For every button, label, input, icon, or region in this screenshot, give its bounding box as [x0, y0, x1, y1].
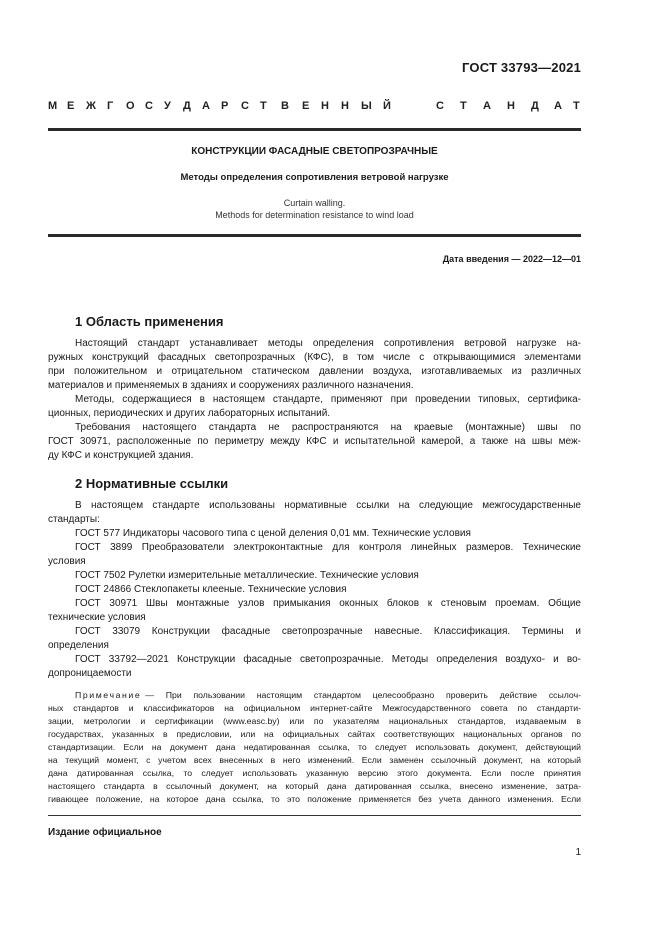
paragraph-line: стандарты:	[48, 514, 100, 525]
reference-line: ГОСТ 33079 Конструкции фасадные светопрозрачные навесные. Классификация. Термины и	[75, 626, 581, 637]
standard-type-letter: У	[164, 100, 171, 112]
paragraph-line: ционных, периодических и других лабораторных испытаний.	[48, 408, 331, 419]
note-line: гивающее положение, на которое дана ссылка, то это положение применяется без учета данного изменения. Если	[48, 794, 581, 804]
note-label: Примечание	[75, 690, 142, 700]
note-line: дана датированная ссылка, то следует использовать указанную версию этого документа. Если после принятия	[48, 768, 581, 778]
reference-line: допроницаемости	[48, 668, 132, 679]
standard-type-letter: С	[436, 100, 444, 112]
note-line: на текущий момент, с учетом всех внесенных в него изменений. Если заменен ссылочный документ, на который	[48, 755, 581, 765]
paragraph-line: материалов и применяемых в зданиях и сооружениях различного назначения.	[48, 380, 414, 391]
standard-type-letter: Н	[341, 100, 349, 112]
paragraph-line: Методы, содержащиеся в настоящем стандарте, применяют при проведении типовых, сертифика-	[75, 394, 581, 405]
standard-type-letter: Т	[460, 100, 467, 112]
standard-type-letter: Е	[302, 100, 310, 112]
standard-type-letter: С	[145, 100, 153, 112]
english-title-line-1: Curtain walling.	[283, 198, 346, 208]
header-divider	[48, 128, 581, 131]
page-number: 1	[575, 847, 581, 858]
standard-type-letter: А	[202, 100, 210, 112]
standard-type-letter: А	[554, 100, 562, 112]
paragraph-line: при положительном и отрицательном статическом давлении воздуха, изготавливаемых из различных	[48, 366, 581, 377]
paragraph-line: В настоящем стандарте использованы нормативные ссылки на следующие межгосударственные	[75, 500, 581, 511]
standard-type-letter: Т	[260, 100, 267, 112]
reference-line: ГОСТ 33792—2021 Конструкции фасадные светопрозрачные. Методы определения воздухо- и во-	[75, 654, 581, 665]
document-title: КОНСТРУКЦИИ ФАСАДНЫЕ СВЕТОПРОЗРАЧНЫЕ	[191, 146, 438, 157]
note-line: настоящего стандарта в ссылочный документ, на который дана датированная ссылка, внесено изменение, затра-	[48, 781, 581, 791]
reference-line: ГОСТ 3899 Преобразователи электроконтактные для контроля линейных размеров. Технические	[75, 542, 581, 553]
standard-type-letter: А	[483, 100, 491, 112]
paragraph-line: ду КФС и конструкцией здания.	[48, 450, 194, 461]
note-line: ных стандартов и классификаторов на официальном интернет-сайте Межгосударственного совета по стандарти-	[48, 703, 581, 713]
footer-divider	[48, 815, 581, 816]
standard-type-letter: Р	[221, 100, 229, 112]
note-line: зации, метрологии и сертификации (www.easc.by) или по указателям национальных стандартов, издаваемым в	[48, 716, 581, 726]
paragraph-line: Требования настоящего стандарта не распространяются на краевые (монтажные) швы по	[75, 422, 581, 433]
standard-type-letter: Ж	[86, 100, 96, 112]
note-line: государствах, указанных в предисловии, или на официальных сайтах соответствующих национальных органов по	[48, 729, 581, 739]
standard-type-letter: Т	[573, 100, 580, 112]
document-number: ГОСТ 33793—2021	[462, 60, 581, 75]
standard-type-letter: О	[126, 100, 135, 112]
official-edition-label: Издание официальное	[48, 827, 162, 838]
standard-type-letter: М	[48, 100, 58, 112]
standard-type-letter: В	[281, 100, 289, 112]
document-subtitle: Методы определения сопротивления ветровой нагрузке	[180, 172, 449, 183]
english-title-line-2: Methods for determination resistance to wind load	[215, 210, 414, 220]
note-line: стандартизации. Если на документ дана недатированная ссылка, то следует использовать документ, действующий	[48, 742, 581, 752]
standard-type-letter: Н	[321, 100, 329, 112]
standard-type-letter: Е	[67, 100, 75, 112]
paragraph-line: ружных конструкций фасадных светопрозрачных (КФС), в том числе с открывающимися элементами	[48, 352, 581, 363]
standard-type-letter: Н	[507, 100, 515, 112]
standard-type-letter: С	[241, 100, 249, 112]
section-1-heading: 1 Область применения	[75, 314, 224, 329]
section-2-heading: 2 Нормативные ссылки	[75, 476, 229, 491]
paragraph-line: Настоящий стандарт устанавливает методы определения сопротивления ветровой нагрузке на-	[75, 338, 581, 349]
standard-type-letter: Г	[107, 100, 114, 112]
reference-line: ГОСТ 577 Индикаторы часового типа с ценой деления 0,01 мм. Технические условия	[75, 528, 471, 539]
reference-line: ГОСТ 24866 Стеклопакеты клееные. Технические условия	[75, 584, 347, 595]
note-line: — При пользовании настоящим стандартом целесообразно проверить действие ссылоч-	[145, 690, 581, 700]
reference-line: условия	[48, 556, 86, 567]
standard-type-letter: Д	[531, 100, 539, 112]
title-divider	[48, 234, 581, 237]
note-first-line	[75, 689, 581, 701]
reference-line: технические условия	[48, 612, 146, 623]
standard-type-letter: Ы	[361, 100, 372, 112]
paragraph-line: ГОСТ 30971, расположенные по периметру между КФС и испытательной камерой, а также на швы меж-	[48, 436, 581, 447]
introduction-date: Дата введения — 2022—12—01	[442, 254, 581, 264]
reference-line: ГОСТ 30971 Швы монтажные узлов примыкания оконных блоков к стеновым проемам. Общие	[75, 598, 581, 609]
reference-line: ГОСТ 7502 Рулетки измерительные металлические. Технические условия	[75, 570, 419, 581]
standard-type-letter: Д	[183, 100, 191, 112]
standard-type-letter: Й	[383, 100, 391, 112]
reference-line: определения	[48, 640, 109, 651]
